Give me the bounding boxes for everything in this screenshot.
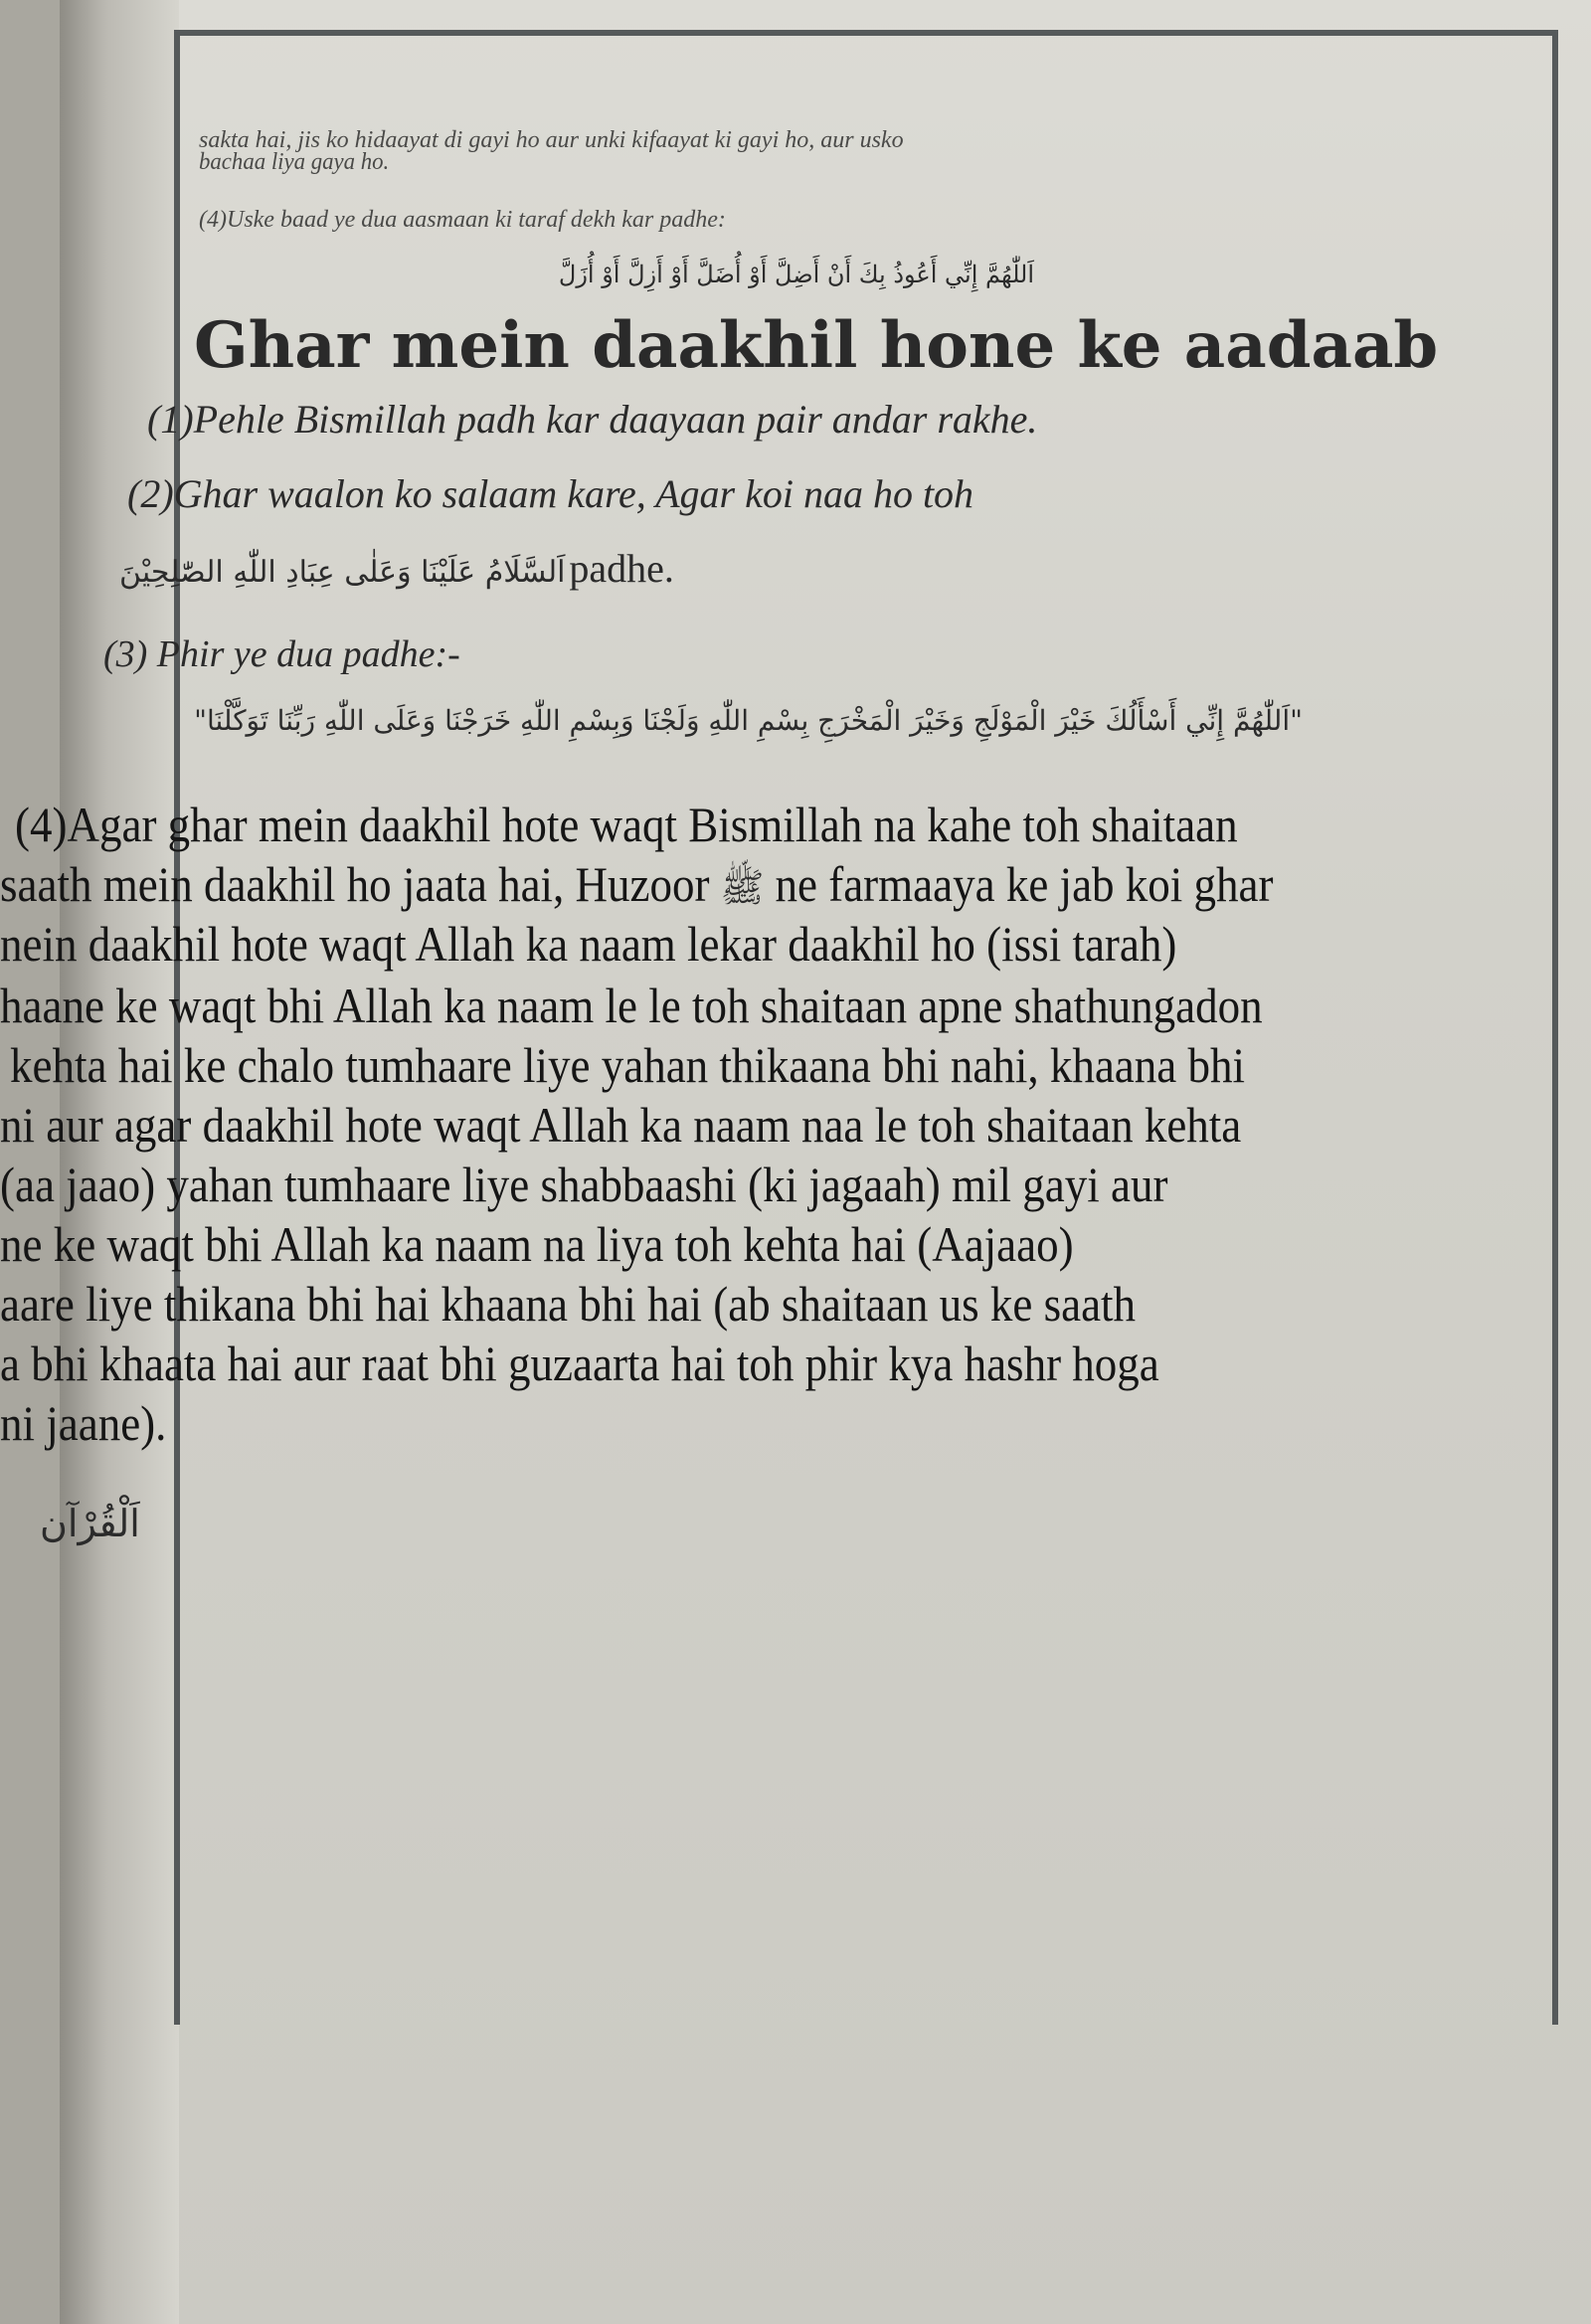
section-title: Ghar mein daakhil hone ke aadaab xyxy=(194,308,1439,383)
paragraph-line-6: ni aur agar daakhil hote waqt Allah ka naam naa le toh shaitaan kehta xyxy=(0,1097,1242,1153)
footer-arabic: اَلْقُرْآن xyxy=(40,1502,140,1545)
ghar-dua-arabic: "اَللّٰهُمَّ إِنِّي أَسْأَلُكَ خَيْرَ الْمَوْلَجِ وَخَيْرَ الْمَخْرَجِ بِسْمِ اللّٰهِ وَلَجْنَا وَبِسْمِ اللّٰهِ خَرَجْنَا وَعَلَى اللّٰهِ رَبِّنَا تَوَكَّلْنَا" xyxy=(194,704,1303,737)
paragraph-line-1: (4)Agar ghar mein daakhil hote waqt Bismillah na kahe toh shaitaan xyxy=(15,797,1238,852)
salawat-symbol: ﷺ xyxy=(720,865,765,911)
paragraph-line-10: a bhi khaata hai aur raat bhi guzaarta hai toh phir kya hashr hoga xyxy=(0,1336,1159,1391)
intro-line-1: sakta hai, jis ko hidaayat di gayi ho aur unki kifaayat ki gayi ho, aur usko xyxy=(199,127,904,153)
item-2b xyxy=(119,545,674,592)
paragraph-line-2 xyxy=(0,855,1274,921)
paragraph-line-9: aare liye thikana bhi hai khaana bhi hai (ab shaitaan us ke saath xyxy=(0,1276,1137,1332)
paragraph-line-7: (aa jaao) yahan tumhaare liye shabbaashi (ki jagaah) mil gayi aur xyxy=(0,1157,1168,1212)
item-2: (2)Ghar waalon ko salaam kare, Agar koi naa ho toh xyxy=(127,471,974,516)
paragraph-line-2b: ne farmaaya ke jab koi ghar xyxy=(775,856,1274,912)
paragraph-line-8: ne ke waqt bhi Allah ka naam na liya toh kehta hai (Aajaao) xyxy=(0,1216,1074,1272)
paragraph-line-3: nein daakhil hote waqt Allah ka naam lekar daakhil ho (issi tarah) xyxy=(0,916,1177,972)
item-3: (3) Phir ye dua padhe:- xyxy=(103,633,460,675)
item-1: (1)Pehle Bismillah padh kar daayaan pair andar rakhe. xyxy=(147,397,1038,442)
salaam-arabic: اَلسَّلَامُ عَلَيْنَا وَعَلٰى عِبَادِ اللّٰهِ الصّٰلِحِيْنَ xyxy=(119,555,566,590)
intro-dua-arabic: اَللّٰهُمَّ إِنِّي أَعُوذُ بِكَ أَنْ أَضِلَّ أَوْ أُضَلَّ أَوْ أَزِلَّ أَوْ أُزَلَّ xyxy=(558,261,1034,288)
item-2b-suffix: padhe. xyxy=(569,546,674,591)
paragraph-line-11: ni jaane). xyxy=(0,1395,167,1451)
paragraph-line-4: haane ke waqt bhi Allah ka naam le le toh shaitaan apne shathungadon xyxy=(0,978,1263,1033)
intro-line-3: (4)Uske baad ye dua aasmaan ki taraf dekh kar padhe: xyxy=(199,207,726,233)
paragraph-line-2a: saath mein daakhil ho jaata hai, Huzoor xyxy=(0,856,710,912)
paragraph-line-5: kehta hai ke chalo tumhaare liye yahan thikaana bhi nahi, khaana bhi xyxy=(10,1037,1246,1093)
intro-line-2: bachaa liya gaya ho. xyxy=(199,149,390,175)
